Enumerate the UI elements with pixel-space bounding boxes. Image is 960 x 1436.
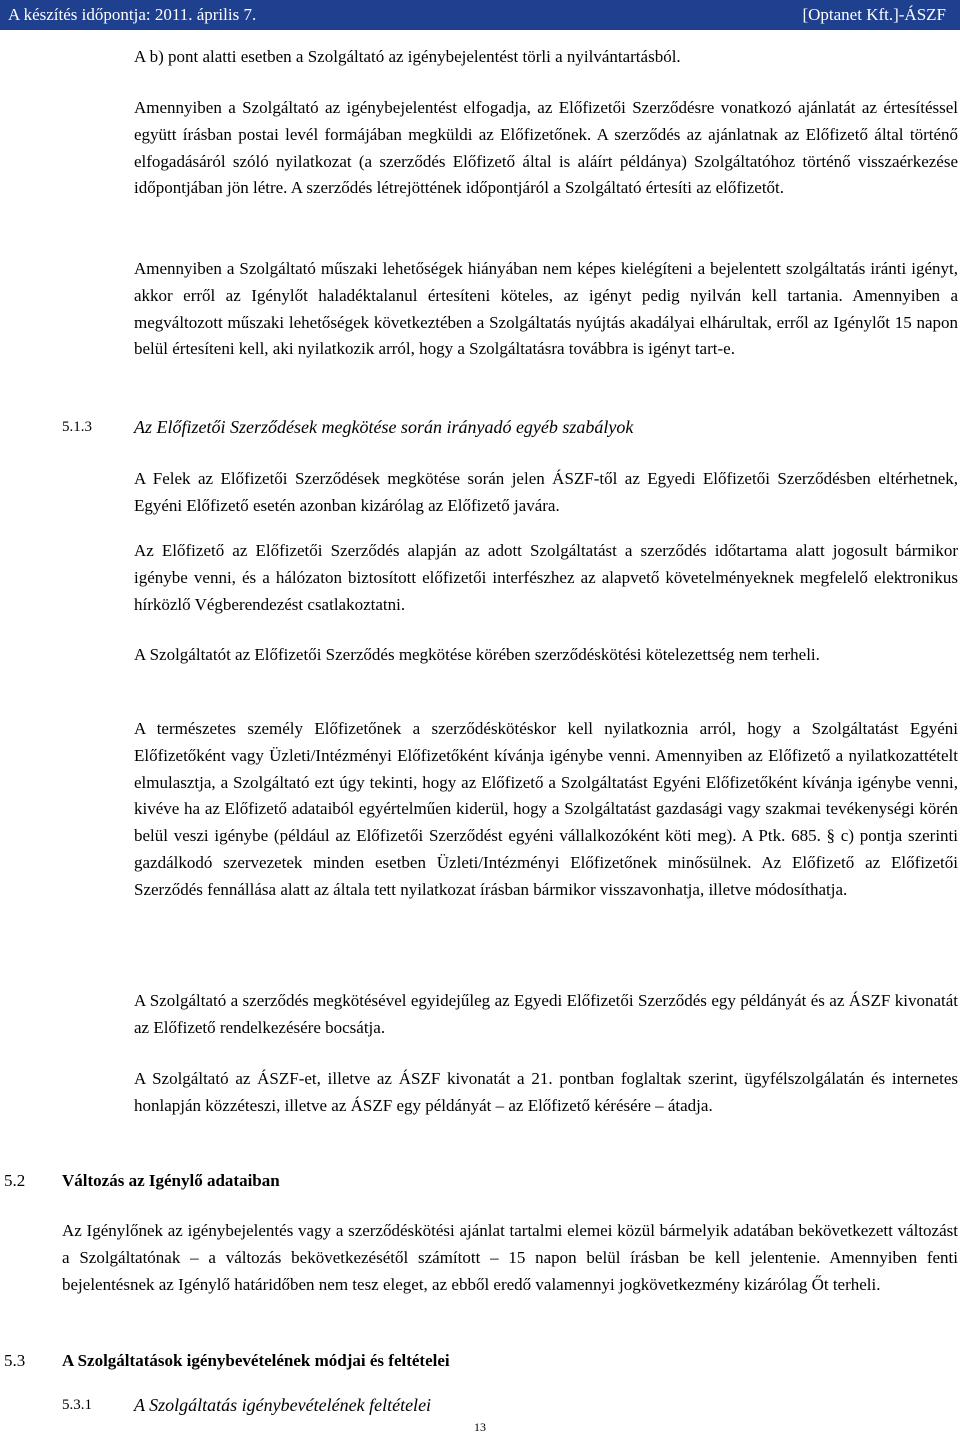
- section-number-5-3: 5.3: [4, 1351, 26, 1370]
- paragraph-publication: A Szolgáltató az ÁSZF-et, illetve az ÁSZF kivonatát a 21. pontban foglaltak szerint, ügyfélszolgálatán és internetes honlapján közzéteszi, illetve az ÁSZF egy példányát – az Előfizető kérésére – átadja.: [134, 1069, 958, 1115]
- section-title-5-3: A Szolgáltatások igénybevételének módjai és feltételei: [62, 1351, 450, 1370]
- page-header: [0, 0, 960, 30]
- section-number-5-3-1: 5.3.1: [62, 1397, 92, 1413]
- header-doc-id: [Optanet Kft.]-ÁSZF: [802, 5, 946, 24]
- paragraph-acceptance: Amennyiben a Szolgáltató az igénybejelentést elfogadja, az Előfizetői Szerződésre vonatkozó ajánlatát az értesítéssel együtt írásban postai levél formájában megküldi az Előfizetőnek. A szerződés az ajánlatnak az Előfizető által történő elfogadásáról szóló nyilatkozat (a szerződés Előfizető által is aláírt példánya) Szolgáltatóhoz történő visszaérkezése időpontjában jön létre. A szerződés létrejöttének időpontjáról a Szolgáltató értesíti az előfizetőt.: [134, 98, 958, 198]
- paragraph-subscriber-type: A természetes személy Előfizetőnek a szerződéskötéskor kell nyilatkoznia arról, hogy a Szolgáltatást Egyéni Előfizetőként vagy Üzleti/Intézményi Előfizetőként kívánja igénybe venni. Amennyiben az Előfizető a nyilatkozattételt elmulasztja, a Szolgáltató ezt úgy tekinti, hogy az Előfizető a Szolgáltatást Egyéni Előfizetőként kívánja igénybe venni, kivéve ha az Előfizető adataiból egyértelműen kiderül, hogy a Szolgáltatást gazdasági vagy szakmai tevékenységi körén belül veszi igénybe (például az Előfizetői Szerződést egyéni vállalkozóként köti meg). A Ptk. 685. § c) pontja szerinti gazdálkodó szervezetek minden esetben Üzleti/Intézményi Előfizetőnek minősülnek. Az Előfizető az Előfizetői Szerződés fennállása alatt az általa tett nyilatkozat írásban bármikor visszavonhatja, illetve módosíthatja.: [134, 719, 958, 899]
- section-title-5-1-3: Az Előfizetői Szerződések megkötése során irányadó egyéb szabályok: [134, 417, 634, 437]
- section-number-5-2: 5.2: [4, 1171, 26, 1190]
- section-title-5-3-1: A Szolgáltatás igénybevételének feltételei: [134, 1395, 432, 1415]
- section-title-5-2: Változás az Igénylő adataiban: [62, 1171, 280, 1190]
- paragraph-technical-limits: Amennyiben a Szolgáltató műszaki lehetőségek hiányában nem képes kielégíteni a bejelentett szolgáltatás iránti igényt, akkor erről az Igénylőt haladéktalanul értesíteni köteles, az igényt pedig nyilván kell tartania. Amennyiben a megváltozott műszaki lehetőségek következtében a Szolgáltatás nyújtás akadályai elhárultak, erről az Igénylőt 15 napon belül értesíteni kell, aki nyilatkozik arról, hogy a Szolgáltatásra továbbra is igényt tart-e.: [134, 259, 958, 359]
- paragraph-usage-rights: Az Előfizető az Előfizetői Szerződés alapján az adott Szolgáltatást a szerződés időtartama alatt jogosult bármikor igénybe venni, és a hálózaton biztosított előfizetői interfészhez az alapvető követelményeknek megfelelő elektronikus hírközlő Végberendezést csatlakoztatni.: [134, 541, 958, 614]
- paragraph-data-change: Az Igénylőnek az igénybejelentés vagy a szerződéskötési ajánlat tartalmi elemei közül bármelyik adatában bekövetkezett változást a Szolgáltatónak – a változás bekövetkezésétől számított – 15 napon belül írásban be kell jelentenie. Amennyiben fenti bejelentésnek az Igénylő határidőben nem tesz eleget, az ebből eredő valamennyi jogkövetkezmény kizárólag Őt terheli.: [62, 1221, 958, 1294]
- page-number: 13: [474, 1420, 486, 1434]
- paragraph-rejection: A b) pont alatti esetben a Szolgáltató az igénybejelentést törli a nyilvántartásból.: [134, 47, 681, 66]
- paragraph-contract-copy: A Szolgáltató a szerződés megkötésével egyidejűleg az Egyedi Előfizetői Szerződés egy példányát és az ÁSZF kivonatát az Előfizető rendelkezésére bocsátja.: [134, 991, 958, 1037]
- header-date: A készítés időpontja: 2011. április 7.: [8, 5, 257, 24]
- section-number-5-1-3: 5.1.3: [62, 419, 92, 435]
- paragraph-deviation: A Felek az Előfizetői Szerződések megkötése során jelen ÁSZF-től az Egyedi Előfizetői Szerződésben eltérhetnek, Egyéni Előfizető esetén azonban kizárólag az Előfizető javára.: [134, 469, 958, 515]
- paragraph-no-obligation: A Szolgáltatót az Előfizetői Szerződés megkötése körében szerződéskötési kötelezettség nem terheli.: [134, 645, 820, 664]
